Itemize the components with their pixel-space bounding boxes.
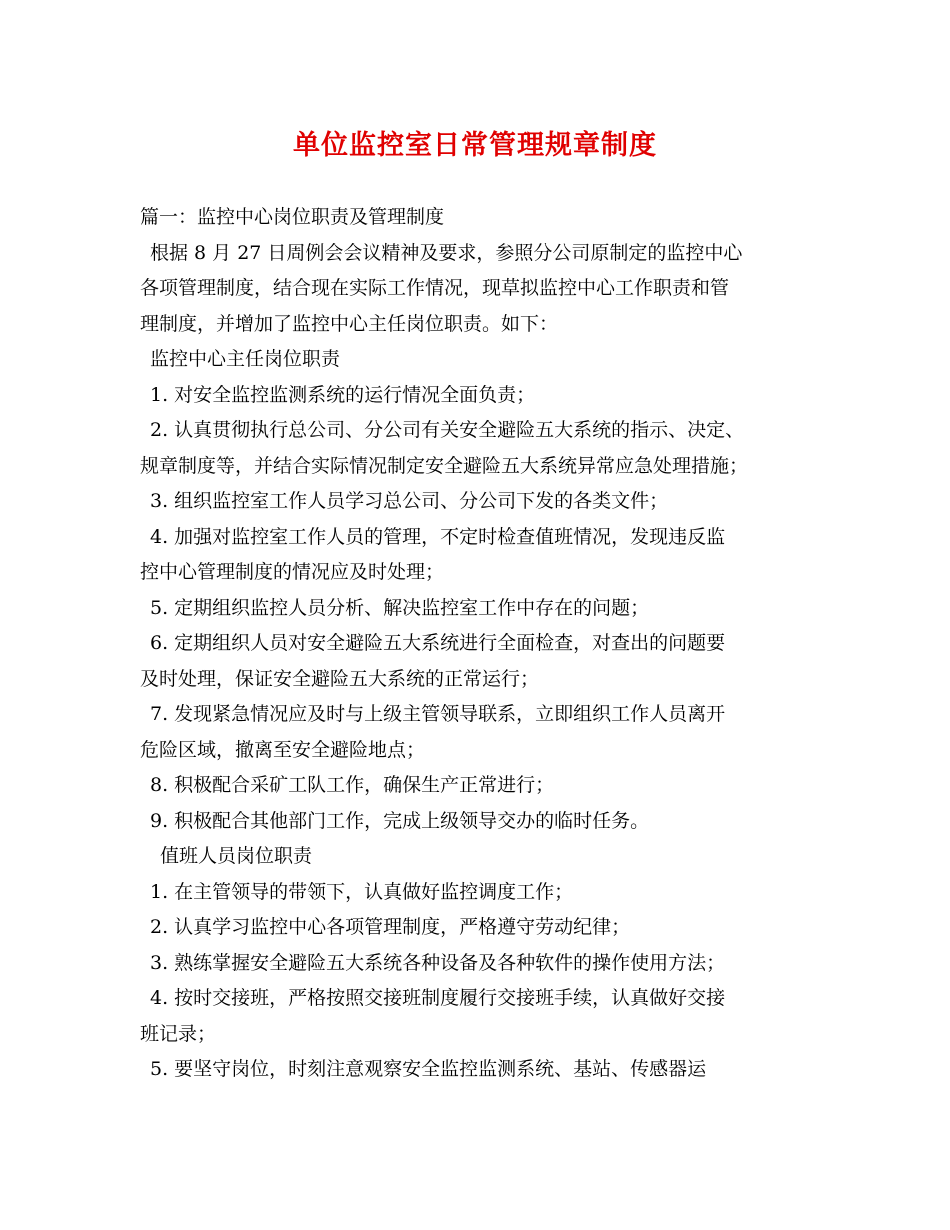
list-item-continuation: 控中心管理制度的情况应及时处理； [140,561,445,583]
paragraph-line: 各项管理制度，结合现在实际工作情况，现草拟监控中心工作职责和管 [140,277,730,299]
list-item-continuation: 规章制度等，并结合实际情况制定安全避险五大系统异常应急处理措施； [140,454,749,477]
list-item-continuation: 危险区域，撤离至安全避险地点； [140,738,426,761]
section-heading: 篇一：监控中心岗位职责及管理制度 [140,206,445,228]
list-item: 3. 组织监控室工作人员学习总公司、分公司下发的各类文件； [150,490,669,512]
list-item: 4. 加强对监控室工作人员的管理，不定时检查值班情况，发现违反监 [150,525,726,548]
list-item: 5. 要坚守岗位，时刻注意观察安全监控监测系统、基站、传感器运 [150,1058,707,1080]
subsection-heading: 值班人员岗位职责 [160,845,313,867]
list-item: 6. 定期组织人员对安全避险五大系统进行全面检查，对查出的问题要 [150,632,726,654]
list-item: 4. 按时交接班，严格按照交接班制度履行交接班手续，认真做好交接 [150,987,726,1009]
list-item-continuation: 班记录； [140,1022,217,1045]
list-item: 2. 认真贯彻执行总公司、分公司有关安全避险五大系统的指示、决定、 [150,419,745,441]
list-item: 9. 积极配合其他部门工作，完成上级领导交办的临时任务。 [150,809,650,832]
document-body [140,200,830,1088]
page-title: 单位监控室日常管理规章制度 [293,130,657,161]
list-item-continuation: 及时处理，保证安全避险五大系统的正常运行； [140,667,540,690]
paragraph-line: 理制度，并增加了监控中心主任岗位职责。如下： [140,312,559,335]
list-item: 3. 熟练掌握安全避险五大系统各种设备及各种软件的操作使用方法； [150,951,726,974]
list-item: 1. 在主管领导的带领下，认真做好监控调度工作； [150,880,574,903]
paragraph-line: 根据 8 月 27 日周例会会议精神及要求，参照分公司原制定的监控中心 [150,241,743,264]
list-item: 7. 发现紧急情况应及时与上级主管领导联系，立即组织工作人员离开 [150,703,726,725]
list-item: 1. 对安全监控监测系统的运行情况全面负责； [150,383,536,406]
list-item: 2. 认真学习监控中心各项管理制度，严格遵守劳动纪律； [150,916,631,938]
list-item: 5. 定期组织监控人员分析、解决监控室工作中存在的问题； [150,596,650,619]
subsection-heading: 监控中心主任岗位职责 [150,348,341,370]
list-item: 8. 积极配合采矿工队工作，确保生产正常进行； [150,774,555,796]
